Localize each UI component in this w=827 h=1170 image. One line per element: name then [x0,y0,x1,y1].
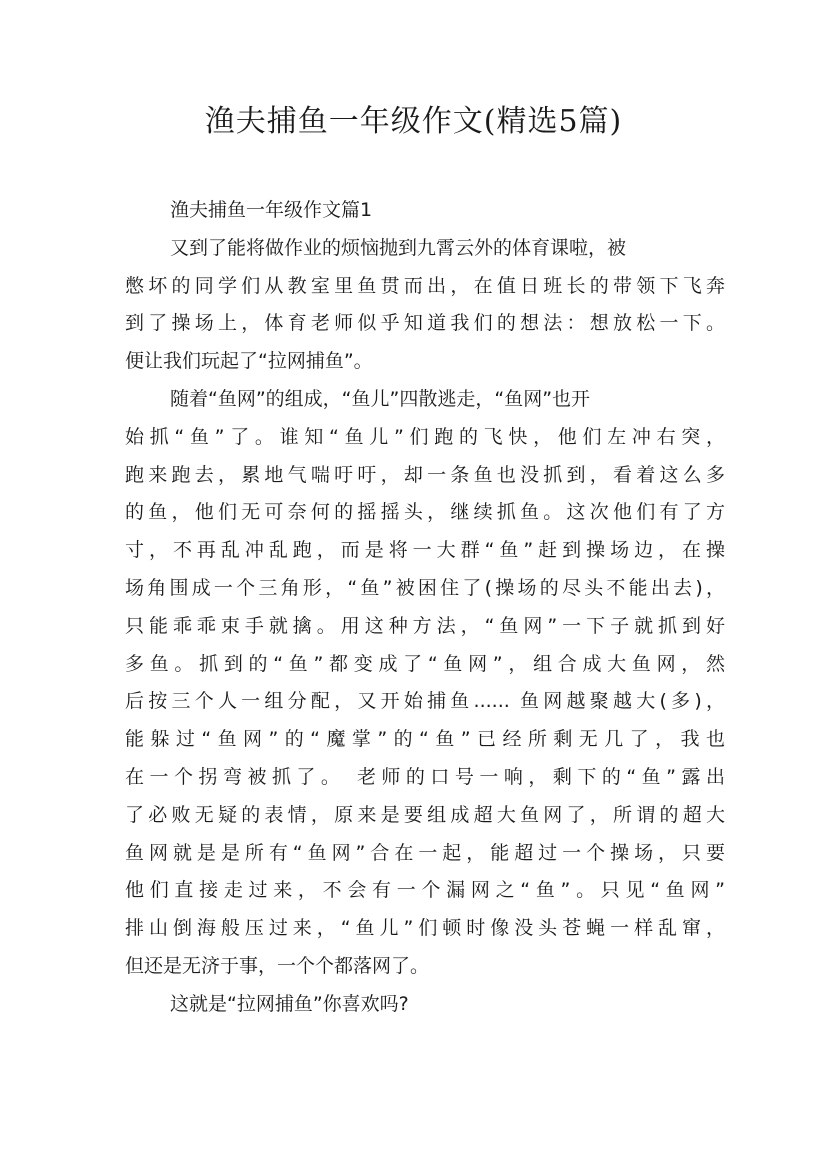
paragraph-line: 只能乖乖束手就擒。用这种方法，“鱼网”一下子就抓到好 [125,614,725,637]
paragraph-line: 始抓“鱼”了。谁知“鱼儿”们跑的飞快，他们左冲右突， [125,425,725,448]
document-body [125,192,725,1024]
paragraph-line: 憋坏的同学们从教室里鱼贯而出，在值日班长的带领下飞奔 [125,274,725,297]
paragraph-line: 鱼网就是是所有“鱼网”合在一起，能超过一个操场，只要 [125,841,725,864]
paragraph-line: 他们直接走过来，不会有一个漏网之“鱼”。只见“鱼网” [125,879,725,902]
paragraph-line: 排山倒海般压过来，“鱼儿”们顿时像没头苍蝇一样乱窜， [125,917,725,940]
paragraph-line: 的鱼，他们无可奈何的摇摇头，继续抓鱼。这次他们有了方 [125,501,725,524]
paragraph-line: 随着“鱼网”的组成，“鱼儿”四散逃走，“鱼网”也开 [170,387,591,410]
section-heading: 渔夫捕鱼一年级作文篇1 [170,199,373,221]
paragraph-line: 跑来跑去，累地气喘吁吁，却一条鱼也没抓到，看着这么多 [125,463,725,486]
paragraph-line: 又到了能将做作业的烦恼抛到九霄云外的体育课啦，被 [170,236,627,259]
paragraph-line: 了必败无疑的表情，原来是要组成超大鱼网了，所谓的超大 [125,803,725,826]
paragraph-line: 场角围成一个三角形，“鱼”被困住了(操场的尽头不能出去)， [125,576,725,599]
paragraph-line: 寸，不再乱冲乱跑，而是将一大群“鱼”赶到操场边，在操 [125,539,725,562]
paragraph-line: 能躲过“鱼网”的“魔掌”的“鱼”已经所剩无几了，我也 [125,728,725,751]
paragraph-line: 便让我们玩起了“拉网捕鱼”。 [125,350,373,373]
paragraph-line: 但还是无济于事，一个个都落网了。 [125,954,430,977]
paragraph-line: 后按三个人一组分配，又开始捕鱼...... 鱼网越聚越大(多)， [125,690,725,713]
document-title: 渔夫捕鱼一年级作文(精选5篇) [204,104,623,139]
paragraph-line: 到了操场上，体育老师似乎知道我们的想法：想放松一下。 [125,312,725,335]
paragraph-line: 在一个拐弯被抓了。 老师的口号一响，剩下的“鱼”露出 [125,765,725,788]
paragraph-line: 这就是“拉网捕鱼”你喜欢吗? [170,992,409,1015]
paragraph-line: 多鱼。抓到的“鱼”都变成了“鱼网”，组合成大鱼网，然 [125,652,725,675]
